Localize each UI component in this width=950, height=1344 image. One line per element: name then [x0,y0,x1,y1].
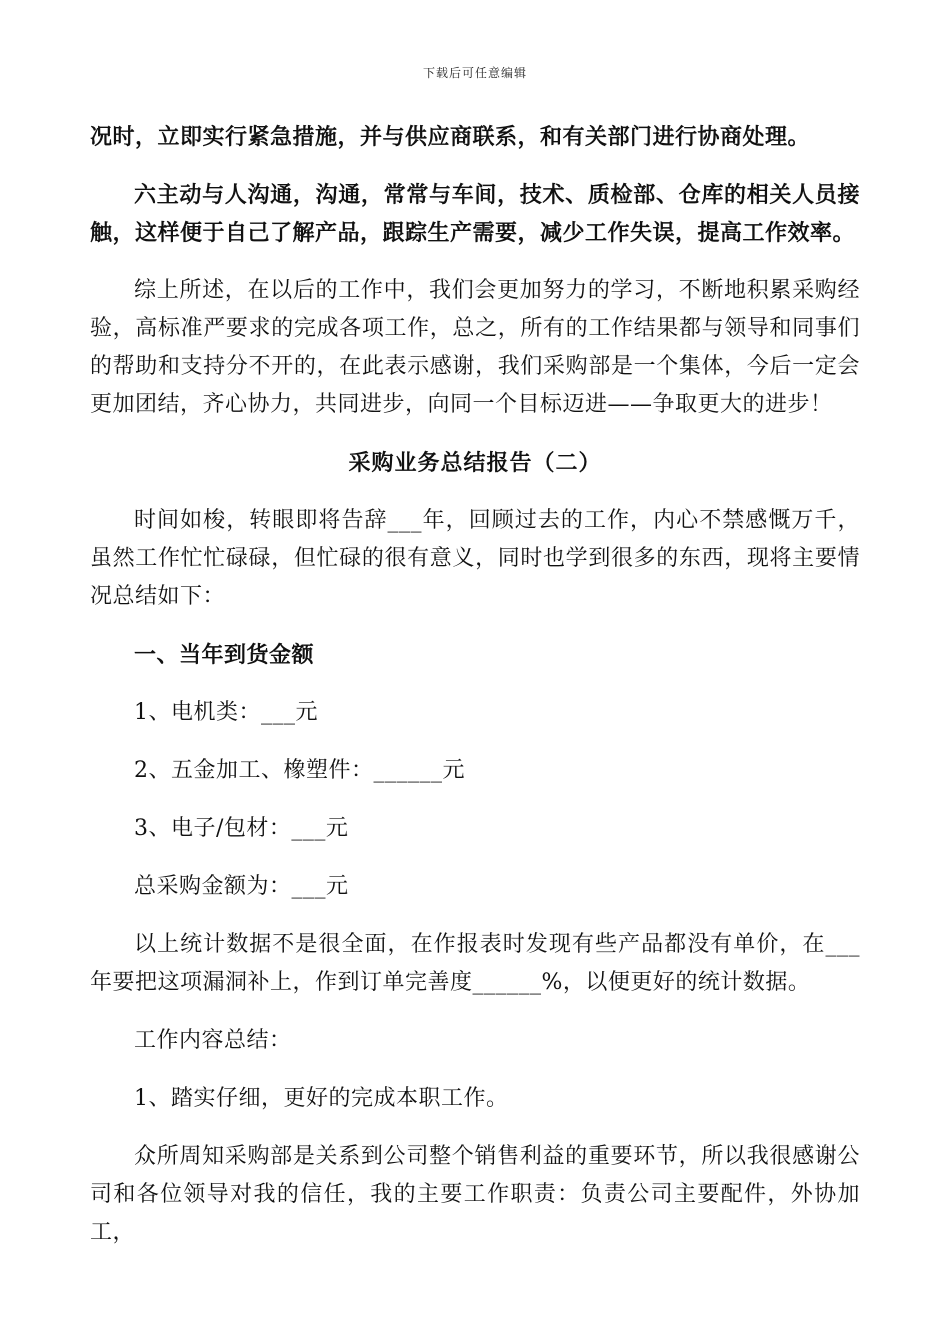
list-item: 1、电机类：___元 [134,700,318,725]
list-item: 2、五金加工、橡塑件：______元 [134,758,465,783]
summary-label: 工作内容总结： [134,1028,292,1053]
paragraph-statistics: 以上统计数据不是很全面，在作报表时发现有些产品都没有单价，在___年要把这项漏洞补上，作到订单完善度______%，以便更好的统计数据。 [90,932,860,995]
paragraph-duties: 众所周知采购部是关系到公司整个销售利益的重要环节，所以我很感谢公司和各位领导对我的信任，我的主要工作职责：负责公司主要配件，外协加工， [90,1144,860,1245]
paragraph-communication: 六主动与人沟通，沟通，常常与车间，技术、质检部、仓库的相关人员接触，这样便于自己了解产品，跟踪生产需要，减少工作失误，提高工作效率。 [90,182,860,246]
paragraph-conclusion: 综上所述，在以后的工作中，我们会更加努力的学习，不断地积累采购经验，高标准严要求的完成各项工作，总之，所有的工作结果都与领导和同事们的帮助和支持分不开的，在此表示感谢，我们采购部是一个集体，今后一定会更加团结，齐心协力，共同进步，向同一个目标迈进——争取更大的进步！ [90,278,860,417]
paragraph-continued: 况时，立即实行紧急措施，并与供应商联系，和有关部门进行协商处理。 [90,124,811,150]
summary-item: 1、踏实仔细，更好的完成本职工作。 [134,1086,509,1111]
report-title: 采购业务总结报告（二） [348,450,602,476]
list-item: 3、电子/包材：___元 [134,816,349,841]
header-note: 下载后可任意编辑 [422,66,527,80]
document-body [90,116,860,1252]
section-heading: 一、当年到货金额 [134,642,315,668]
paragraph-intro: 时间如梭，转眼即将告辞___年，回顾过去的工作，内心不禁感慨万千，虽然工作忙忙碌碌，但忙碌的很有意义，同时也学到很多的东西，现将主要情况总结如下： [90,508,860,609]
total-amount: 总采购金额为：___元 [134,874,349,899]
